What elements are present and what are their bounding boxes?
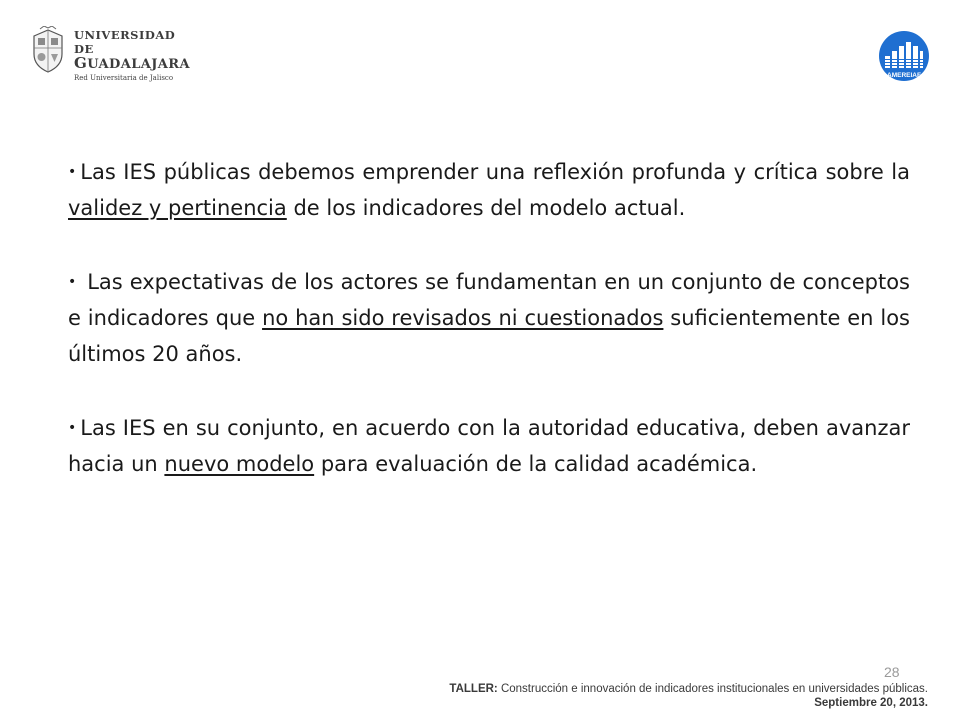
page-number: 28 <box>884 664 900 680</box>
footer-label: TALLER: <box>449 683 498 695</box>
university-logo-line2: GUADALAJARA <box>74 54 190 72</box>
footer <box>449 682 928 710</box>
university-crest-icon <box>30 26 66 74</box>
university-logo <box>30 26 190 82</box>
bullet-icon: • <box>68 420 77 436</box>
university-logo-text <box>74 26 190 83</box>
footer-title-line <box>449 682 928 696</box>
bullet-icon: • <box>68 274 77 290</box>
footer-date: Septiembre 20, 2013. <box>814 697 928 709</box>
underlined-phrase: nuevo modelo <box>164 452 315 476</box>
university-logo-line3: Red Universitaria de Jalisco <box>74 74 174 82</box>
partner-logo <box>876 30 932 86</box>
underlined-phrase: validez y pertinencia <box>68 196 287 220</box>
bullet-item: • Las IES públicas debemos emprender una reflexión profunda y crítica sobre la validez y pertinencia de los indicadores del modelo actual. <box>68 160 910 220</box>
partner-logo-text: AMEREIAF <box>887 72 921 79</box>
bullet-item: • Las expectativas de los actores se fundamentan en un conjunto de conceptos e indicadores que no han sido revisados ni cuestionados suficientemente en los últimos 20 años. <box>68 270 910 366</box>
underlined-phrase: no han sido revisados ni cuestionados <box>262 306 664 330</box>
slide-content <box>68 154 910 482</box>
footer-title: Construcción e innovación de indicadores institucionales en universidades públicas. <box>497 683 928 695</box>
bullet-item: • Las IES en su conjunto, en acuerdo con la autoridad educativa, deben avanzar hacia un nuevo modelo para evaluación de la calidad académica. <box>68 416 910 476</box>
university-logo-line1: UNIVERSIDAD DE <box>74 28 176 56</box>
bullet-icon: • <box>68 164 77 180</box>
